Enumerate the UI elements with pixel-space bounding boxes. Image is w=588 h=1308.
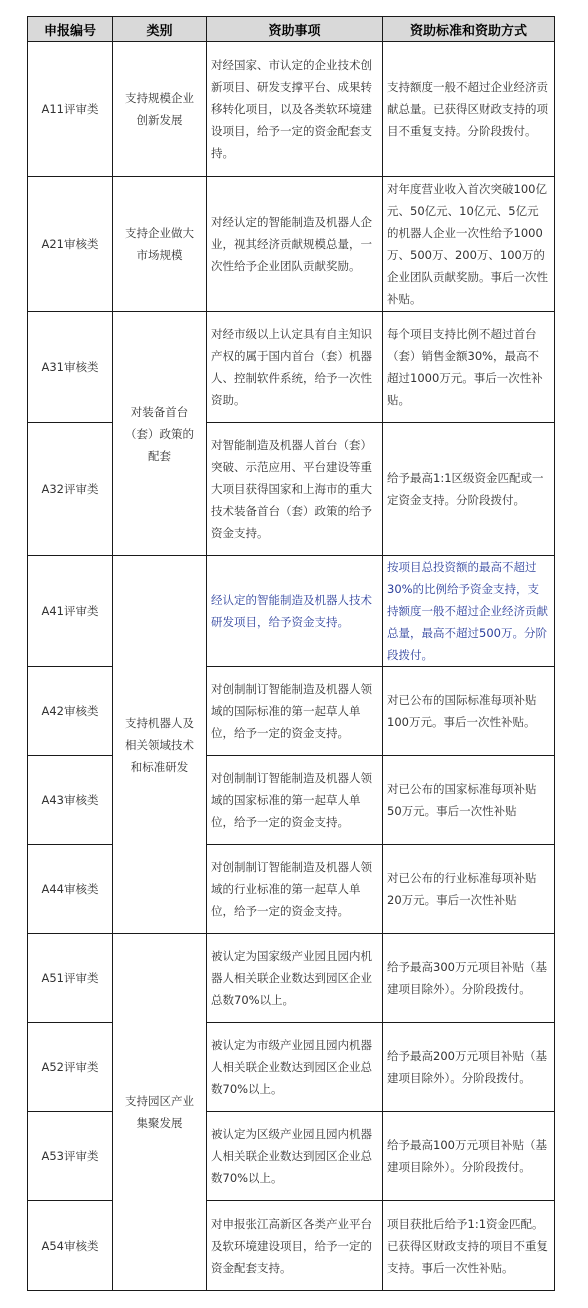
- header-row: [28, 17, 555, 42]
- category-cell: 支持企业做大市场规模: [113, 177, 207, 312]
- row-standard: 支持额度一般不超过企业经济贡献总量。已获得区财政支持的项目不重复支持。分阶段拨付。: [383, 42, 555, 177]
- row-description: 对创制制订智能制造及机器人领域的国际标准的第一起草人单位，给予一定的资金支持。: [207, 667, 383, 756]
- row-description: 对智能制造及机器人首台（套）突破、示范应用、平台建设等重大项目获得国家和上海市的重大技术装备首台（套）政策的给予资金支持。: [207, 423, 383, 556]
- row-standard: 每个项目支持比例不超过首台（套）销售金额30%，最高不超过1000万元。事后一次性补贴。: [383, 312, 555, 423]
- table-row: [28, 1023, 555, 1112]
- row-description: 被认定为国家级产业园且园内机器人相关联企业数达到园区企业总数70%以上。: [207, 934, 383, 1023]
- category-cell: 支持规模企业创新发展: [113, 42, 207, 177]
- row-code: A11评审类: [28, 42, 113, 177]
- table-row: [28, 42, 555, 177]
- funding-table: [27, 16, 555, 1291]
- row-standard: 对已公布的行业标准每项补贴20万元。事后一次性补贴: [383, 845, 555, 934]
- row-standard: 给予最高300万元项目补贴（基建项目除外）。分阶段拨付。: [383, 934, 555, 1023]
- table-row: [28, 1201, 555, 1291]
- table-row: [28, 756, 555, 845]
- row-description: 对经认定的智能制造及机器人企业，视其经济贡献规模总量，一次性给予企业团队贡献奖励。: [207, 177, 383, 312]
- row-code: A32评审类: [28, 423, 113, 556]
- row-code: A54审核类: [28, 1201, 113, 1291]
- row-description: 对创制制订智能制造及机器人领域的行业标准的第一起草人单位，给予一定的资金支持。: [207, 845, 383, 934]
- row-code: A42审核类: [28, 667, 113, 756]
- table-row: [28, 1112, 555, 1201]
- table-row: [28, 667, 555, 756]
- table-row: [28, 423, 555, 556]
- table-row: [28, 556, 555, 667]
- row-code: A41评审类: [28, 556, 113, 667]
- row-description: 对经国家、市认定的企业技术创新项目、研发支撑平台、成果转移转化项目，以及各类软环境建设项目，给予一定的资金配套支持。: [207, 42, 383, 177]
- row-standard: 对已公布的国家标准每项补贴50万元。事后一次性补贴: [383, 756, 555, 845]
- category-cell: 支持机器人及相关领域技术和标准研发: [113, 556, 207, 934]
- row-standard: 对已公布的国际标准每项补贴100万元。事后一次性补贴。: [383, 667, 555, 756]
- row-standard: 给予最高100万元项目补贴（基建项目除外）。分阶段拨付。: [383, 1112, 555, 1201]
- header-standard: 资助标准和资助方式: [383, 17, 555, 42]
- table-row: [28, 845, 555, 934]
- row-description: 经认定的智能制造及机器人技术研发项目，给予资金支持。: [207, 556, 383, 667]
- header-item: 资助事项: [207, 17, 383, 42]
- table-row: [28, 312, 555, 423]
- row-code: A43审核类: [28, 756, 113, 845]
- row-description: 被认定为市级产业园且园内机器人相关联企业数达到园区企业总数70%以上。: [207, 1023, 383, 1112]
- category-cell: 对装备首台（套）政策的配套: [113, 312, 207, 556]
- header-code: 申报编号: [28, 17, 113, 42]
- row-code: A52评审类: [28, 1023, 113, 1112]
- row-description: 对经市级以上认定具有自主知识产权的属于国内首台（套）机器人、控制软件系统，给予一次性资助。: [207, 312, 383, 423]
- row-standard: 对年度营业收入首次突破100亿元、50亿元、10亿元、5亿元的机器人企业一次性给予1000万、500万、200万、100万的企业团队贡献奖励。事后一次性补贴。: [383, 177, 555, 312]
- row-description: 被认定为区级产业园且园内机器人相关联企业数达到园区企业总数70%以上。: [207, 1112, 383, 1201]
- table-row: [28, 934, 555, 1023]
- row-code: A53评审类: [28, 1112, 113, 1201]
- table-row: [28, 177, 555, 312]
- row-description: 对创制制订智能制造及机器人领域的国家标准的第一起草人单位，给予一定的资金支持。: [207, 756, 383, 845]
- header-category: 类别: [113, 17, 207, 42]
- row-description: 对申报张江高新区各类产业平台及软环境建设项目，给予一定的资金配套支持。: [207, 1201, 383, 1291]
- row-standard: 给予最高1:1区级资金匹配或一定资金支持。分阶段拨付。: [383, 423, 555, 556]
- row-code: A21审核类: [28, 177, 113, 312]
- row-code: A44审核类: [28, 845, 113, 934]
- row-standard: 给予最高200万元项目补贴（基建项目除外）。分阶段拨付。: [383, 1023, 555, 1112]
- row-standard: 项目获批后给予1:1资金匹配。已获得区财政支持的项目不重复支持。事后一次性补贴。: [383, 1201, 555, 1291]
- row-code: A51评审类: [28, 934, 113, 1023]
- row-code: A31审核类: [28, 312, 113, 423]
- category-cell: 支持园区产业集聚发展: [113, 934, 207, 1291]
- row-standard: 按项目总投资额的最高不超过30%的比例给予资金支持，支持额度一般不超过企业经济贡献总量，最高不超过500万。分阶段拨付。: [383, 556, 555, 667]
